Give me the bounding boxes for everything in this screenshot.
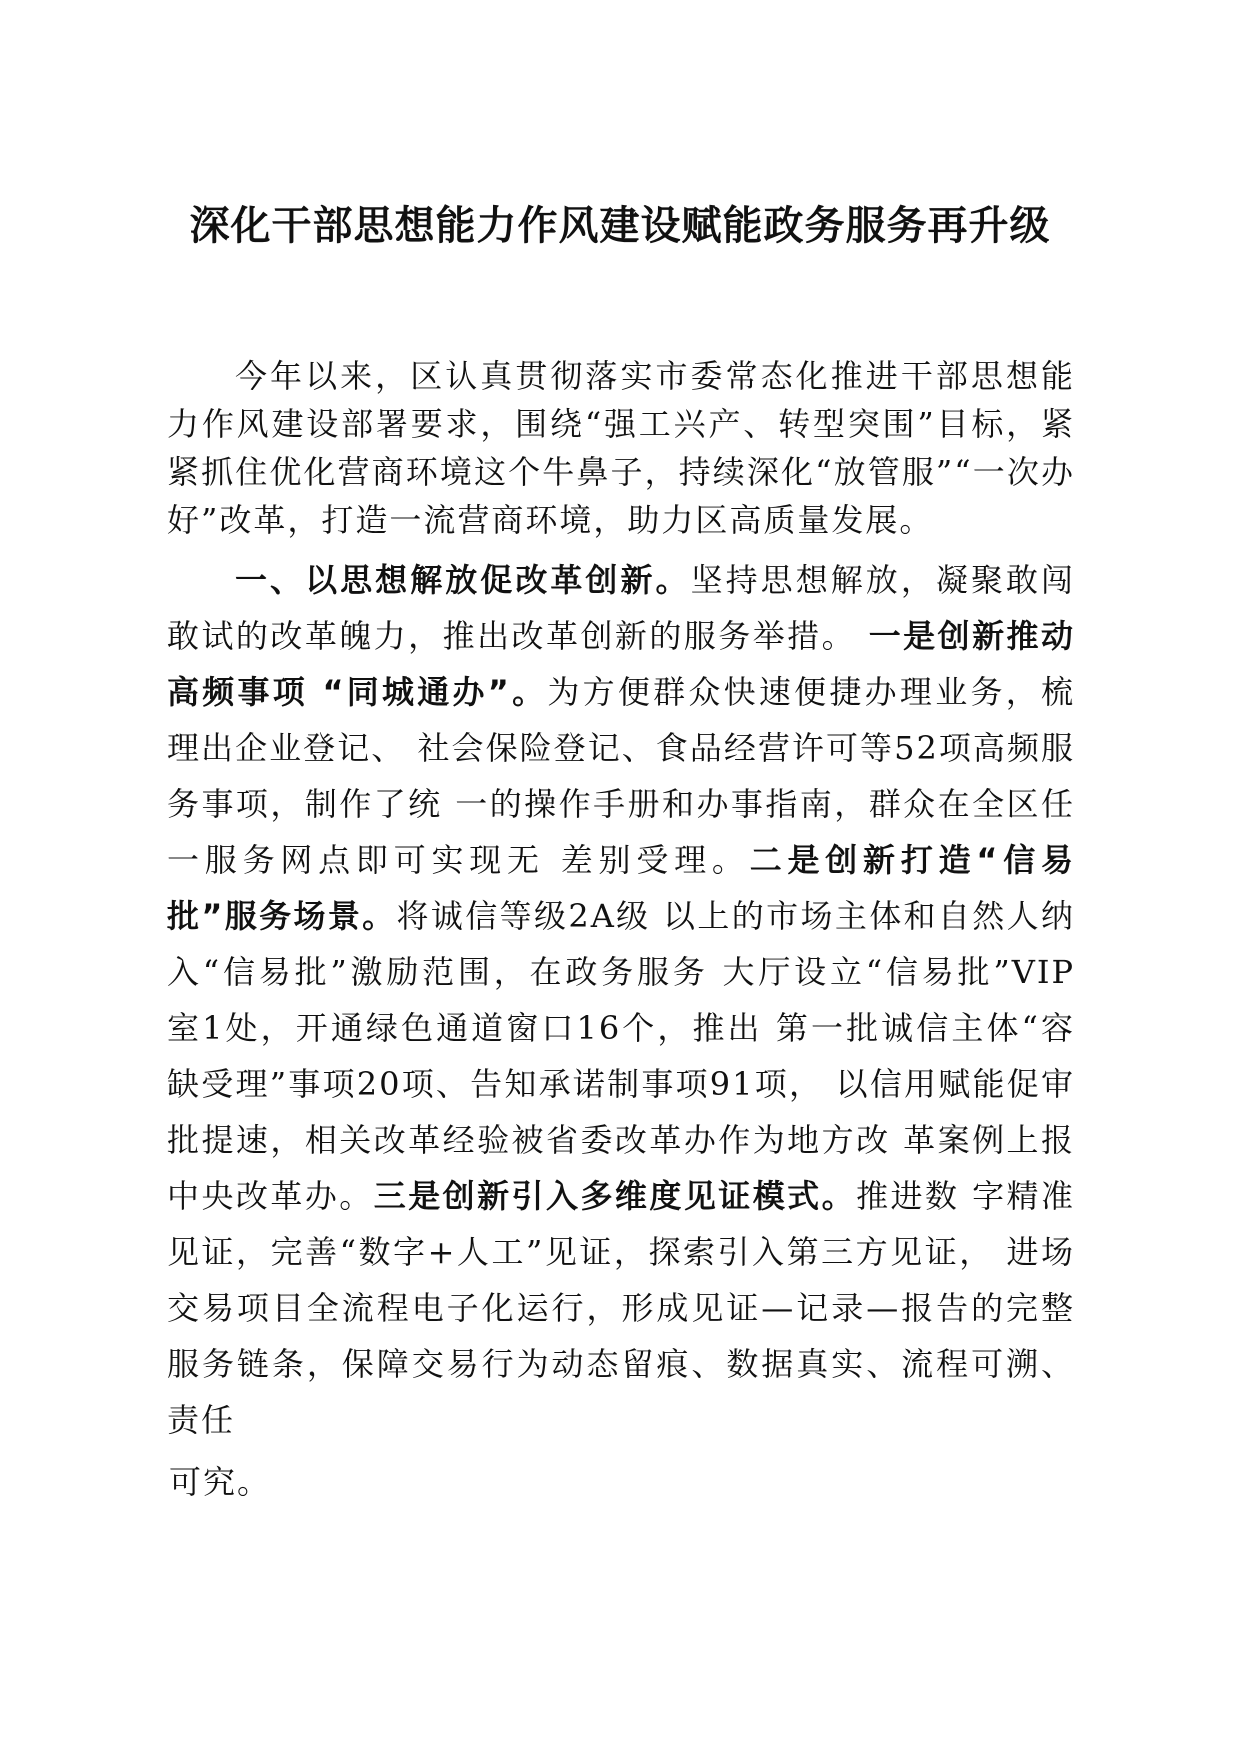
document-body [167,352,1075,1510]
point-3-text: 推进数 字精准见证，完善“数字+人工”见证，探索引入第三方见证， 进场交易项目全流程电子化运行，形成见证—记录—报告的完整 服务链条，保障交易行为动态留痕、数据真实、流程可溯、责任 [167,1177,1075,1439]
document-title: 深化干部思想能力作风建设赋能政务服务再升级 [189,203,1051,249]
point-1-text: 为方便群众快速便捷办理业务，梳理出企业登记、 社会保险登记、食品经营许可等52项高频服务事项，制作了统 一的操作手册和办事指南，群众在全区任一服务网点即可实现无 差别受理。 [167,673,1075,879]
point-2-title: 二是创新打造“信易批”服务场景。 [167,841,1075,935]
section-1-lead: 坚持思想解放，凝聚敢闯敢试的改革魄力，推出改革创新的服务举措。 [167,561,1075,655]
intro-paragraph: 今年以来，区认真贯彻落实市委常态化推进干部思想能力作风建设部署要求，围绕“强工兴产、转型突围”目标，紧紧抓住优化营商环境这个牛鼻子，持续深化“放管服”“一次办好”改革，打造一流营商环境，助力区高质量发展。 [167,357,1075,539]
point-3-title: 三是创新引入多维度见证模式。 [373,1177,857,1215]
section-1-paragraph [167,552,1075,1510]
section-1-tail: 可究。 [169,1463,272,1501]
section-1-heading: 一、以思想解放促改革创新。 [235,561,691,599]
point-1-title: 一是创新推动高频事项 “同城通办”。 [167,617,1075,711]
point-2-text: 将诚信等级2A级 以上的市场主体和自然人纳入“信易批”激励范围，在政务服务 大厅设立“信易批”VIP 室1处，开通绿色通道窗口16个，推出 第一批诚信主体“容缺受理”事项20项、告知承诺制事项91项， 以信用赋能促审批提速，相关改革经验被省委改革办作为地方改 革案例上报中央改革办。 [167,897,1075,1215]
